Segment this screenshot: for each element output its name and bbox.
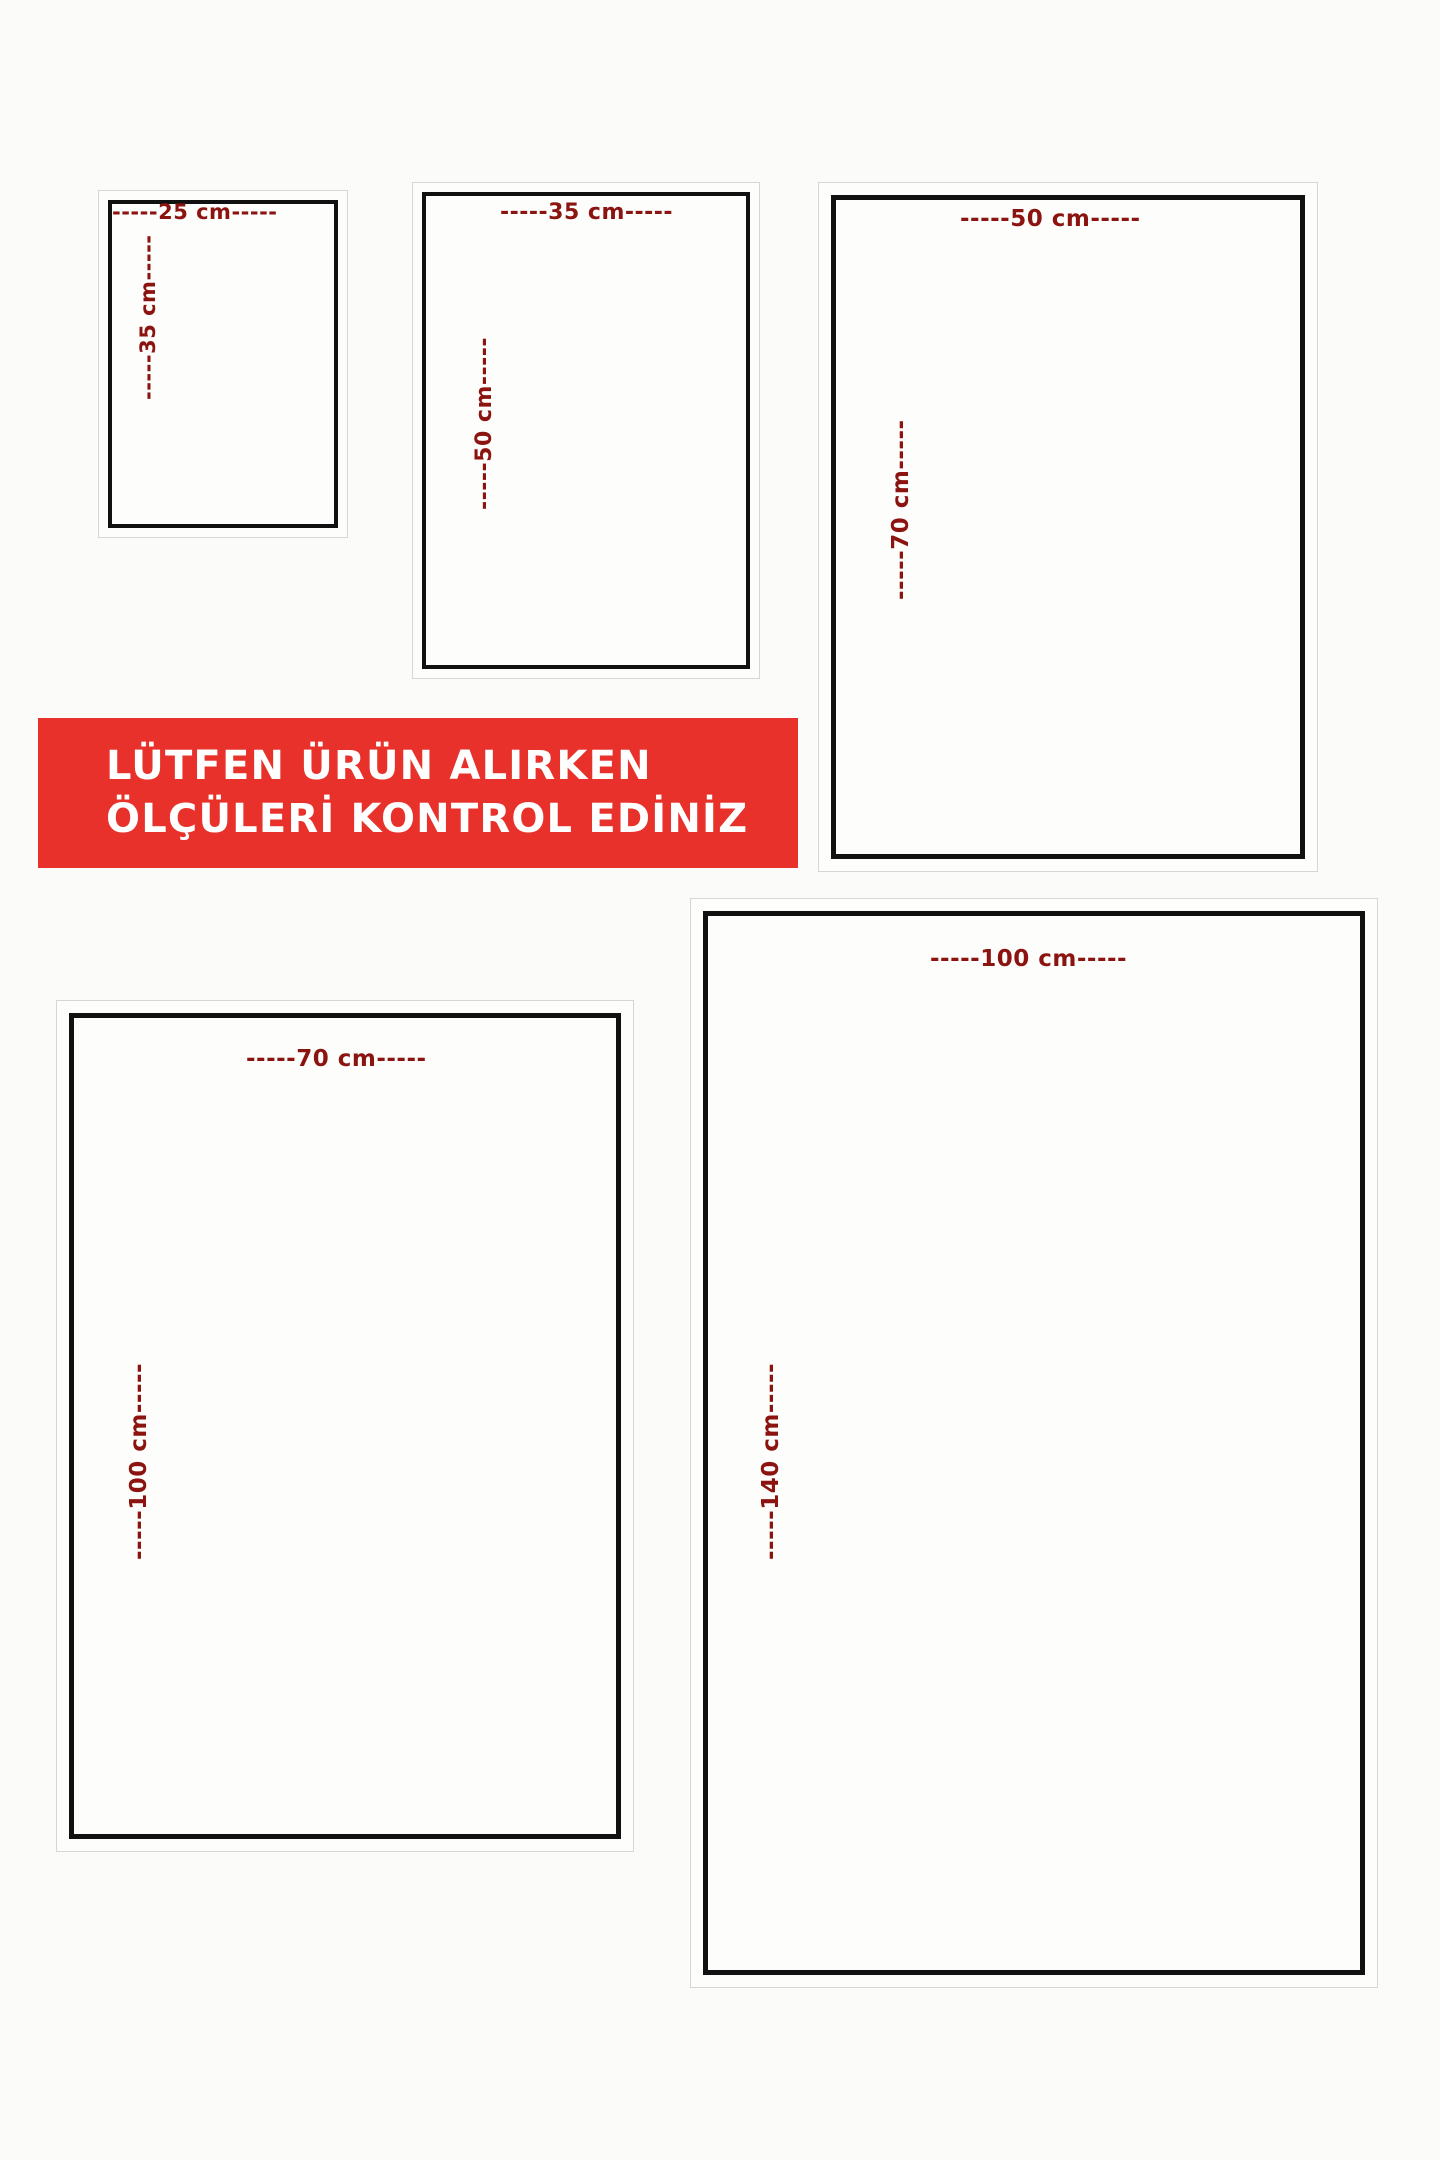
- frame-25x35-width-label: -----25 cm-----: [112, 200, 278, 224]
- frame-35x50-height-label: -----50 cm-----: [472, 336, 497, 510]
- frame-100x140-height-label: -----140 cm-----: [758, 1362, 784, 1560]
- warning-banner-line-2: ÖLÇÜLERİ KONTROL EDİNİZ: [106, 796, 749, 842]
- frame-35x50: [412, 182, 760, 679]
- warning-banner-line-1: LÜTFEN ÜRÜN ALIRKEN: [106, 743, 652, 790]
- frame-25x35-height-label: -----35 cm-----: [136, 234, 160, 400]
- frame-100x140-inner: [703, 911, 1365, 1975]
- frame-100x140-width-label: -----100 cm-----: [930, 946, 1128, 972]
- frame-70x100-height-label: -----100 cm-----: [126, 1362, 152, 1560]
- frame-100x140: [690, 898, 1378, 1988]
- frame-70x100-width-label: -----70 cm-----: [246, 1046, 427, 1072]
- frame-35x50-width-label: -----35 cm-----: [500, 200, 674, 225]
- frame-50x70-height-label: -----70 cm-----: [888, 419, 914, 600]
- warning-banner: [38, 718, 798, 868]
- frame-50x70-width-label: -----50 cm-----: [960, 206, 1141, 232]
